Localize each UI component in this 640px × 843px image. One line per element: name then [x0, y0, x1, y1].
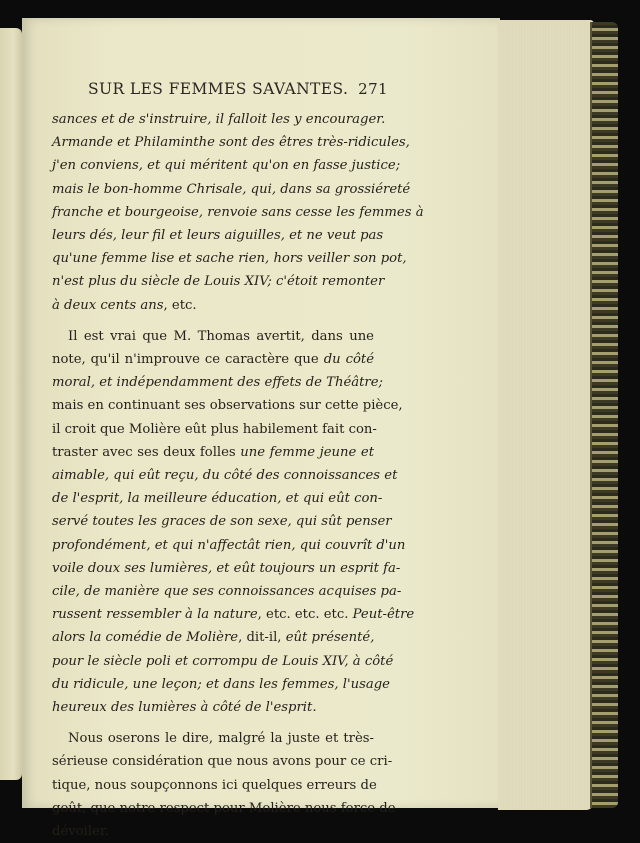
text-line [52, 154, 401, 177]
text-segment: heureux des lumières à côté de l'esprit. [52, 700, 317, 716]
running-title: SUR LES FEMMES SAVANTES. [88, 80, 349, 98]
text-segment: Armande et Philaminthe sont des êtres très-ridicules, [52, 135, 410, 151]
text-segment: moral, et indépendamment des effets de Théâtre; [52, 375, 383, 391]
text-segment: qu'une femme lise et sache rien, hors veiller son pot, [52, 251, 407, 267]
text-segment: mais le bon-homme Chrisale, qui, dans sa grossiéreté [52, 181, 411, 197]
text-segment: alors la comédie de Molière [52, 630, 239, 646]
text-segment: Peut-être [352, 607, 415, 623]
text-line [52, 510, 392, 533]
text-line [52, 750, 393, 773]
text-line [52, 371, 383, 394]
text-segment: du ridicule, une leçon; et dans les femmes, l'usage [52, 676, 390, 692]
text-segment: j'en conviens, et qui méritent qu'on en fasse justice; [52, 158, 401, 174]
text-line [52, 224, 384, 247]
text-segment: sérieuse considération que nous avons pour ce cri- [52, 754, 393, 770]
text-segment: dévoiler. [52, 824, 109, 840]
text-segment: à deux cents ans [52, 297, 164, 313]
text-segment: note, qu'il n'improuve ce caractère que [52, 352, 324, 368]
text-segment: voile doux ses lumières, et eût toujours un esprit fa- [52, 560, 401, 576]
paragraph [52, 325, 415, 719]
paragraph-gap [52, 317, 374, 325]
text-line [52, 418, 377, 441]
previous-page-edge [0, 28, 22, 780]
text-line [52, 650, 394, 673]
text-line [52, 774, 377, 797]
paragraph [52, 108, 424, 317]
text-segment: n'est plus du siècle de Louis XIV; c'étoit remonter [52, 274, 385, 290]
page-block-edges [498, 20, 594, 810]
text-segment: , etc. etc. etc. [257, 607, 353, 623]
text-line [52, 580, 402, 603]
text-segment: , etc. [163, 297, 197, 313]
paragraph [52, 727, 396, 843]
text-line [52, 727, 374, 750]
text-segment: leurs dés, leur fil et leurs aiguilles, et ne veut pas [52, 228, 384, 244]
page-number: 271 [358, 80, 388, 98]
text-line [52, 557, 401, 580]
running-header [88, 80, 388, 98]
text-line [52, 294, 374, 317]
text-segment: eût présenté, [285, 630, 375, 646]
text-line [52, 108, 386, 131]
text-line [52, 348, 374, 371]
text-segment: Nous oserons le dire, malgré la juste et très- [68, 731, 374, 747]
text-segment: goût, que notre respect pour Molière nous force de [52, 800, 396, 816]
text-line [52, 820, 374, 843]
text-segment: tique, nous soupçonnons ici quelques erreurs de [52, 777, 377, 793]
text-line [52, 201, 424, 224]
text-line [52, 797, 396, 820]
text-segment: sances et de s'instruire, il falloit les y encourager. [52, 112, 386, 127]
paragraph-gap [52, 719, 374, 727]
text-segment: profondément, et qui n'affectât rien, qui couvrît d'un [52, 537, 406, 553]
text-segment: du côté [323, 352, 375, 368]
text-segment: , dit-il, [238, 630, 286, 646]
text-segment: servé toutes les graces de son sexe, qui sût penser [52, 514, 392, 530]
text-segment: pour le siècle poli et corrompu de Louis XIV, à côté [52, 653, 394, 669]
book-binding [590, 22, 618, 808]
text-segment: aimable, qui eût reçu, du côté des connoissances et [52, 468, 398, 484]
text-line [52, 441, 374, 464]
text-line [52, 394, 403, 417]
text-segment: mais en continuant ses observations sur cette pièce, [52, 398, 403, 414]
text-line [52, 325, 374, 348]
text-segment: une femme jeune et [240, 444, 375, 460]
text-line [52, 534, 406, 557]
text-segment: de l'esprit, la meilleure éducation, et qui eût con- [52, 491, 383, 507]
text-line [52, 131, 410, 154]
text-line [52, 270, 385, 293]
text-segment: cile, de manière que ses connoissances acquises pa- [52, 584, 402, 600]
text-line [52, 487, 383, 510]
text-segment: traster avec ses deux folles [52, 444, 241, 460]
text-line [52, 247, 407, 270]
text-line [52, 696, 374, 719]
text-line [52, 673, 390, 696]
text-segment: franche et bourgeoise, renvoie sans cesse les femmes à [52, 204, 424, 220]
text-line [52, 178, 411, 201]
text-line [52, 464, 398, 487]
text-segment: russent ressembler à la nature [52, 607, 258, 623]
body-text [52, 108, 424, 843]
text-line [52, 626, 374, 649]
text-line [52, 603, 415, 626]
text-segment: il croit que Molière eût plus habilement fait con- [52, 421, 377, 437]
text-segment: Il est vrai que M. Thomas avertit, dans une [68, 328, 374, 344]
